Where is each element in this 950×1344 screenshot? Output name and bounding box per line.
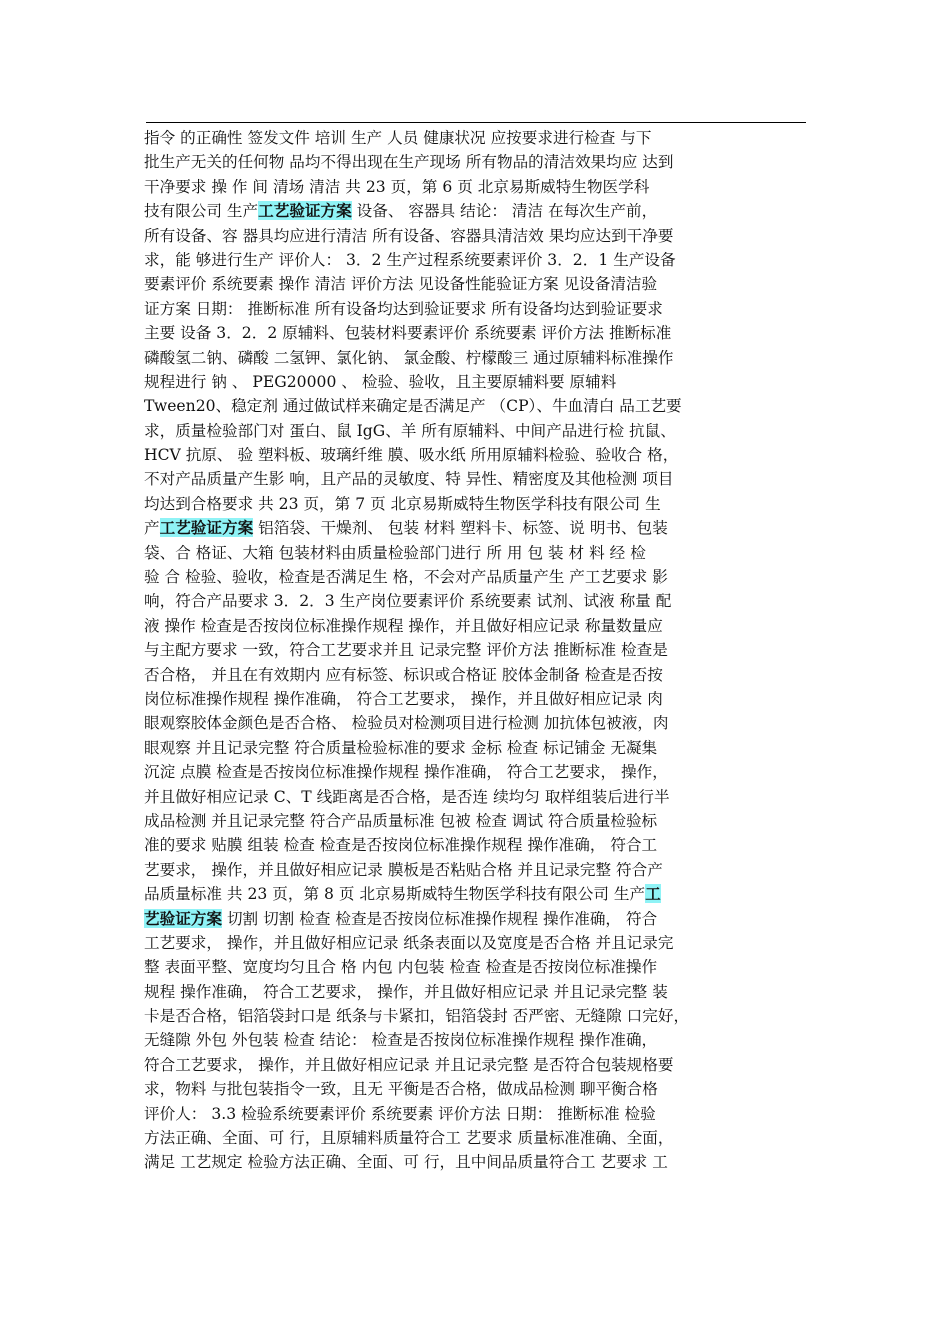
text-run: 卡是否合格，铝箔袋封口是 纸条与卡紧扣，铝箔袋封 否严密、无缝隙 口完好， [144, 1007, 690, 1026]
text-line [144, 614, 814, 638]
text-line [144, 1126, 814, 1150]
text-line [144, 809, 814, 833]
text-run: 与主配方要求 一致，符合工艺要求并且 记录完整 评价方法 推断标准 检查是 [144, 641, 668, 660]
text-line [144, 980, 814, 1004]
text-line [144, 321, 814, 345]
text-line [144, 907, 814, 931]
text-run: 求，质量检验部门对 蛋白、鼠 IgG、羊 所有原辅料、中间产品进行检 抗鼠、 [144, 421, 676, 440]
text-line [144, 224, 814, 248]
text-line [144, 638, 814, 662]
text-line [144, 955, 814, 979]
text-line [144, 346, 814, 370]
text-run: 眼观察 并且记录完整 符合质量检验标准的要求 金标 检查 标记铺金 无凝集 [144, 738, 658, 757]
text-line [144, 931, 814, 955]
text-line [144, 370, 814, 394]
text-line [144, 394, 814, 418]
text-run: 整 表面平整、宽度均匀且合 格 内包 内包装 检查 检查是否按岗位标准操作 [144, 958, 658, 977]
header-rule [146, 122, 806, 123]
text-run: 铝箔袋、干燥剂、 包装 材料 塑料卡、标签、说 明书、包装 [253, 519, 668, 538]
text-run: 产 [144, 519, 160, 538]
text-run: 并且做好相应记录 C、T 线距离是否合格，是否连 续均匀 取样组装后进行半 [144, 787, 670, 806]
text-line [144, 589, 814, 613]
text-line [144, 1102, 814, 1126]
text-line [144, 272, 814, 296]
text-line [144, 492, 814, 516]
text-line [144, 663, 814, 687]
text-run: 证方案 日期： 推断标准 所有设备均达到验证要求 所有设备均达到验证要求 [144, 299, 663, 318]
text-line [144, 785, 814, 809]
text-run: 设备、 容器具 结论： 清洁 在每次生产前， [351, 202, 658, 221]
highlighted-keyword: 工 [645, 884, 661, 904]
text-run: 指令 的正确性 签发文件 培训 生产 人员 健康状况 应按要求进行检查 与下 [144, 129, 652, 147]
text-line [144, 297, 814, 321]
text-line [144, 565, 814, 589]
document-body [144, 126, 814, 1175]
text-run: 方法正确、全面、可 行，且原辅料质量符合工 艺要求 质量标准准确、全面， [144, 1129, 674, 1148]
text-line [144, 248, 814, 272]
text-line [144, 833, 814, 857]
text-run: 艺要求， 操作，并且做好相应记录 膜板是否粘贴合格 并且记录完整 符合产 [144, 860, 663, 879]
text-line [144, 126, 814, 150]
text-run: 求，能 够进行生产 评价人： 3．2 生产过程系统要素评价 3．2．1 生产设备 [144, 250, 676, 269]
text-run: 品质量标准 共 23 页，第 8 页 北京易斯威特生物医学科技有限公司 生产 [144, 885, 646, 904]
text-run: 沉淀 点膜 检查是否按岗位标准操作规程 操作准确， 符合工艺要求， 操作， [144, 763, 668, 782]
text-line [144, 882, 814, 906]
text-run: 磷酸氢二钠、磷酸 二氢钾、氯化钠、 氯金酸、柠檬酸三 通过原辅料标准操作 [144, 348, 674, 367]
text-line [144, 711, 814, 735]
text-run: Tween20、稳定剂 通过做试样来确定是否满足产 （CP）、牛血清白 品工艺要 [144, 397, 682, 416]
text-line [144, 687, 814, 711]
text-run: 袋、合 格证、大箱 包装材料由质量检验部门进行 所 用 包 装 材 料 经 检 [144, 543, 646, 562]
text-line [144, 760, 814, 784]
text-run: 规程进行 钠 、 PEG20000 、 检验、验收，且主要原辅料要 原辅料 [144, 372, 617, 391]
text-run: 评价人： 3.3 检验系统要素评价 系统要素 评价方法 日期： 推断标准 检验 [144, 1104, 656, 1123]
text-run: 响，符合产品要求 3．2．3 生产岗位要素评价 系统要素 试剂、试液 称量 配 [144, 592, 672, 611]
text-run: 要素评价 系统要素 操作 清洁 评价方法 见设备性能验证方案 见设备清洁验 [144, 275, 658, 294]
text-line [144, 1150, 814, 1174]
text-run: 干净要求 操 作 间 清场 清洁 共 23 页，第 6 页 北京易斯威特生物医学科 [144, 177, 650, 196]
text-run: 验 合 检验、验收，检查是否满足生 格，不会对产品质量产生 产工艺要求 影 [144, 568, 668, 587]
text-run: 求，物料 与批包装指令一致，且无 平衡是否合格，做成品检测 聊平衡合格 [144, 1080, 658, 1099]
text-run: 主要 设备 3．2．2 原辅料、包装材料要素评价 系统要素 评价方法 推断标准 [144, 324, 672, 343]
text-run: 眼观察胶体金颜色是否合格、 检验员对检测项目进行检测 加抗体包被液，肉 [144, 714, 669, 733]
highlighted-keyword: 艺验证方案 [144, 908, 222, 928]
text-line [144, 419, 814, 443]
text-run: 工艺要求， 操作，并且做好相应记录 纸条表面以及宽度是否合格 并且记录完 [144, 933, 674, 952]
text-run: 液 操作 检查是否按岗位标准操作规程 操作，并且做好相应记录 称量数量应 [144, 616, 663, 635]
text-line [144, 516, 814, 540]
text-run: 成品检测 并且记录完整 符合产品质量标准 包被 检查 调试 符合质量检验标 [144, 811, 658, 830]
text-run: HCV 抗原、 验 塑料板、玻璃纤维 膜、吸水纸 所用原辅料检验、验收合 格， [144, 446, 679, 465]
text-line [144, 858, 814, 882]
highlighted-keyword: 工艺验证方案 [159, 518, 254, 538]
text-line [144, 541, 814, 565]
text-line [144, 1028, 814, 1052]
text-run: 技有限公司 生产 [144, 202, 259, 221]
text-line [144, 467, 814, 491]
text-line [144, 175, 814, 199]
text-run: 满足 工艺规定 检验方法正确、全面、可 行，且中间品质量符合工 艺要求 工 [144, 1153, 668, 1172]
text-run: 均达到合格要求 共 23 页，第 7 页 北京易斯威特生物医学科技有限公司 生 [144, 494, 661, 513]
text-run: 无缝隙 外包 外包装 检查 结论： 检查是否按岗位标准操作规程 操作准确， [144, 1031, 658, 1050]
text-run: 所有设备、容 器具均应进行清洁 所有设备、容器具清洁效 果均应达到干净要 [144, 226, 674, 245]
highlighted-keyword: 工艺验证方案 [258, 201, 352, 221]
text-run: 符合工艺要求， 操作，并且做好相应记录 并且记录完整 是否符合包装规格要 [144, 1055, 674, 1074]
text-line [144, 1077, 814, 1101]
text-run: 准的要求 贴膜 组装 检查 检查是否按岗位标准操作规程 操作准确， 符合工 [144, 836, 658, 855]
text-line [144, 150, 814, 174]
text-line [144, 443, 814, 467]
text-run: 批生产无关的任何物 品均不得出现在生产现场 所有物品的清洁效果均应 达到 [144, 153, 674, 172]
text-run: 否合格， 并且在有效期内 应有标签、标识或合格证 胶体金制备 检查是否按 [144, 665, 663, 684]
text-line [144, 1004, 814, 1028]
text-line [144, 736, 814, 760]
text-line [144, 1053, 814, 1077]
text-line [144, 199, 814, 223]
text-run: 切割 切割 检查 检查是否按岗位标准操作规程 操作准确， 符合 [221, 909, 658, 928]
text-run: 不对产品质量产生影 响，且产品的灵敏度、特 异性、精密度及其他检测 项目 [144, 470, 674, 489]
text-run: 岗位标准操作规程 操作准确， 符合工艺要求， 操作，并且做好相应记录 肉 [144, 689, 663, 708]
text-run: 规程 操作准确， 符合工艺要求， 操作，并且做好相应记录 并且记录完整 装 [144, 982, 668, 1001]
